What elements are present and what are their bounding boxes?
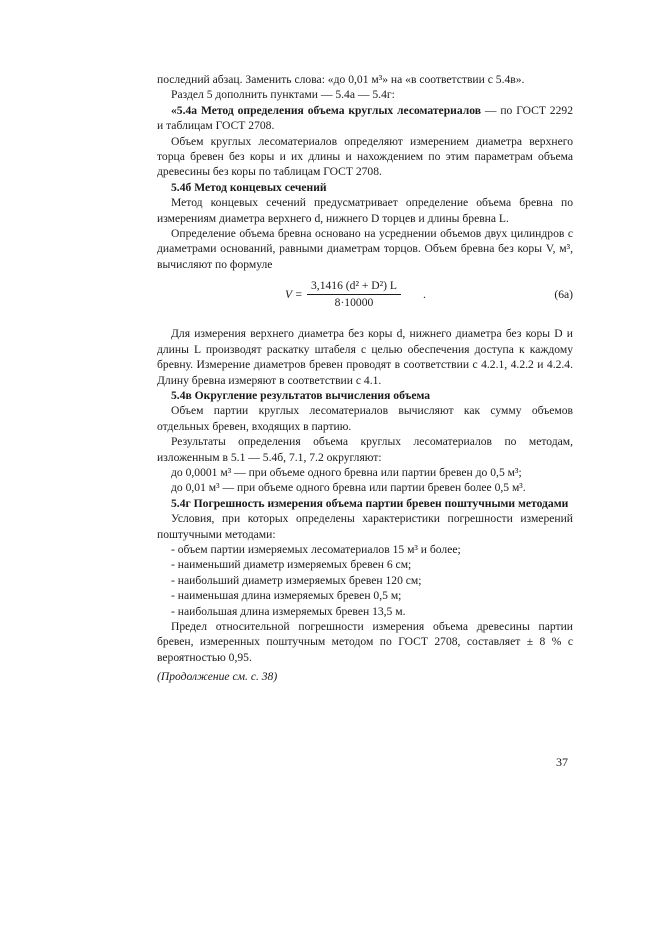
formula-denominator: 8·10000: [334, 295, 374, 309]
formula-6a: [157, 278, 573, 316]
text-column: [157, 72, 573, 685]
paragraph-section-addition: Раздел 5 дополнить пунктами — 5.4а — 5.4г:: [171, 88, 395, 102]
paragraph-rounding-small: до 0,0001 м³ — при объеме одного бревна или партии бревен до 0,5 м³;: [171, 465, 522, 479]
list-item: - объем партии измеряемых лесоматериалов 15 м³ и более;: [171, 542, 461, 556]
list-item: - наибольший диаметр измеряемых бревен 120 см;: [171, 573, 422, 587]
paragraph-cylinders: Определение объема бревна основано на усреднении объемов двух цилиндров с диаметрами оснований, равными диаметрам торцов. Объем бревна без коры V, м³, вычисляют по формуле: [157, 227, 573, 271]
paragraph-amendment: последний абзац. Заменить слова: «до 0,01 м³» на «в соответствии с 5.4в».: [157, 73, 525, 86]
paragraph-batch-volume: Объем партии круглых лесоматериалов вычисляют как сумму объемов отдельных бревен, входящих в партию.: [157, 404, 573, 433]
list-item: - наименьшая длина измеряемых бревен 0,5 м;: [171, 589, 402, 603]
formula-numerator: 3,1416 (d² + D²) L: [307, 278, 401, 294]
list-item: - наибольшая длина измеряемых бревен 13,5 м.: [171, 604, 406, 618]
paragraph-rounding-large: до 0,01 м³ — при объеме одного бревна или партии бревен более 0,5 м³.: [171, 481, 526, 495]
paragraph-end-sections: Метод концевых сечений предусматривает определение объема бревна по измерениям диаметра верхнего d, нижнего D торцев и длины бревна L.: [157, 196, 573, 225]
heading-5-4g: 5.4г Погрешность измерения объема партии бревен поштучными методами: [171, 496, 569, 510]
page-number: 37: [556, 755, 568, 769]
formula-number: (6а): [554, 288, 573, 302]
paragraph-5-4a: [157, 103, 573, 134]
formula-fraction: [307, 278, 401, 310]
formula-lhs: V =: [285, 288, 303, 302]
formula-tail: .: [423, 288, 426, 302]
paragraph-conditions: Условия, при которых определены характеристики погрешности измерений поштучными методами:: [157, 512, 573, 541]
list-item: - наименьший диаметр измеряемых бревен 6 см;: [171, 558, 412, 572]
heading-5-4b: 5.4б Метод концевых сечений: [171, 180, 327, 194]
paragraph-volume-method: Объем круглых лесоматериалов определяют измерением диаметра верхнего торца бревен без коры и их длины и нахождением по этим параметрам объема древесины без коры по таблицам ГОСТ 2708.: [157, 134, 573, 179]
paragraph-measurement: Для измерения верхнего диаметра без коры d, нижнего диаметра без коры D и длины L производят раскатку штабеля с целью обеспечения доступа к каждому бревну. Измерение диаметров бревен проводят в соответствии с 4.2.1, 4.2.2 и 4.2.4. Длину бревна измеряют в соответствии с 4.1.: [157, 327, 573, 387]
paragraph-5-4a-tail: — по ГОСТ 2292 и таблицам ГОСТ 2708.: [157, 103, 573, 133]
paragraph-error-limit: Предел относительной погрешности измерения объема древесины партии бревен, измеренных поштучным методом по ГОСТ 2708, составляет ± 8 % с вероятностью 0,95.: [157, 620, 573, 664]
heading-5-4a: «5.4а Метод определения объема круглых лесоматериалов: [171, 103, 482, 117]
continuation-note: (Продолжение см. с. 38): [157, 670, 278, 684]
heading-5-4v: 5.4в Округление результатов вычисления объема: [171, 388, 431, 402]
paragraph-rounding: Результаты определения объема круглых лесоматериалов по методам, изложенным в 5.1 — 5.4б, 7.1, 7.2 округляют:: [157, 435, 573, 464]
